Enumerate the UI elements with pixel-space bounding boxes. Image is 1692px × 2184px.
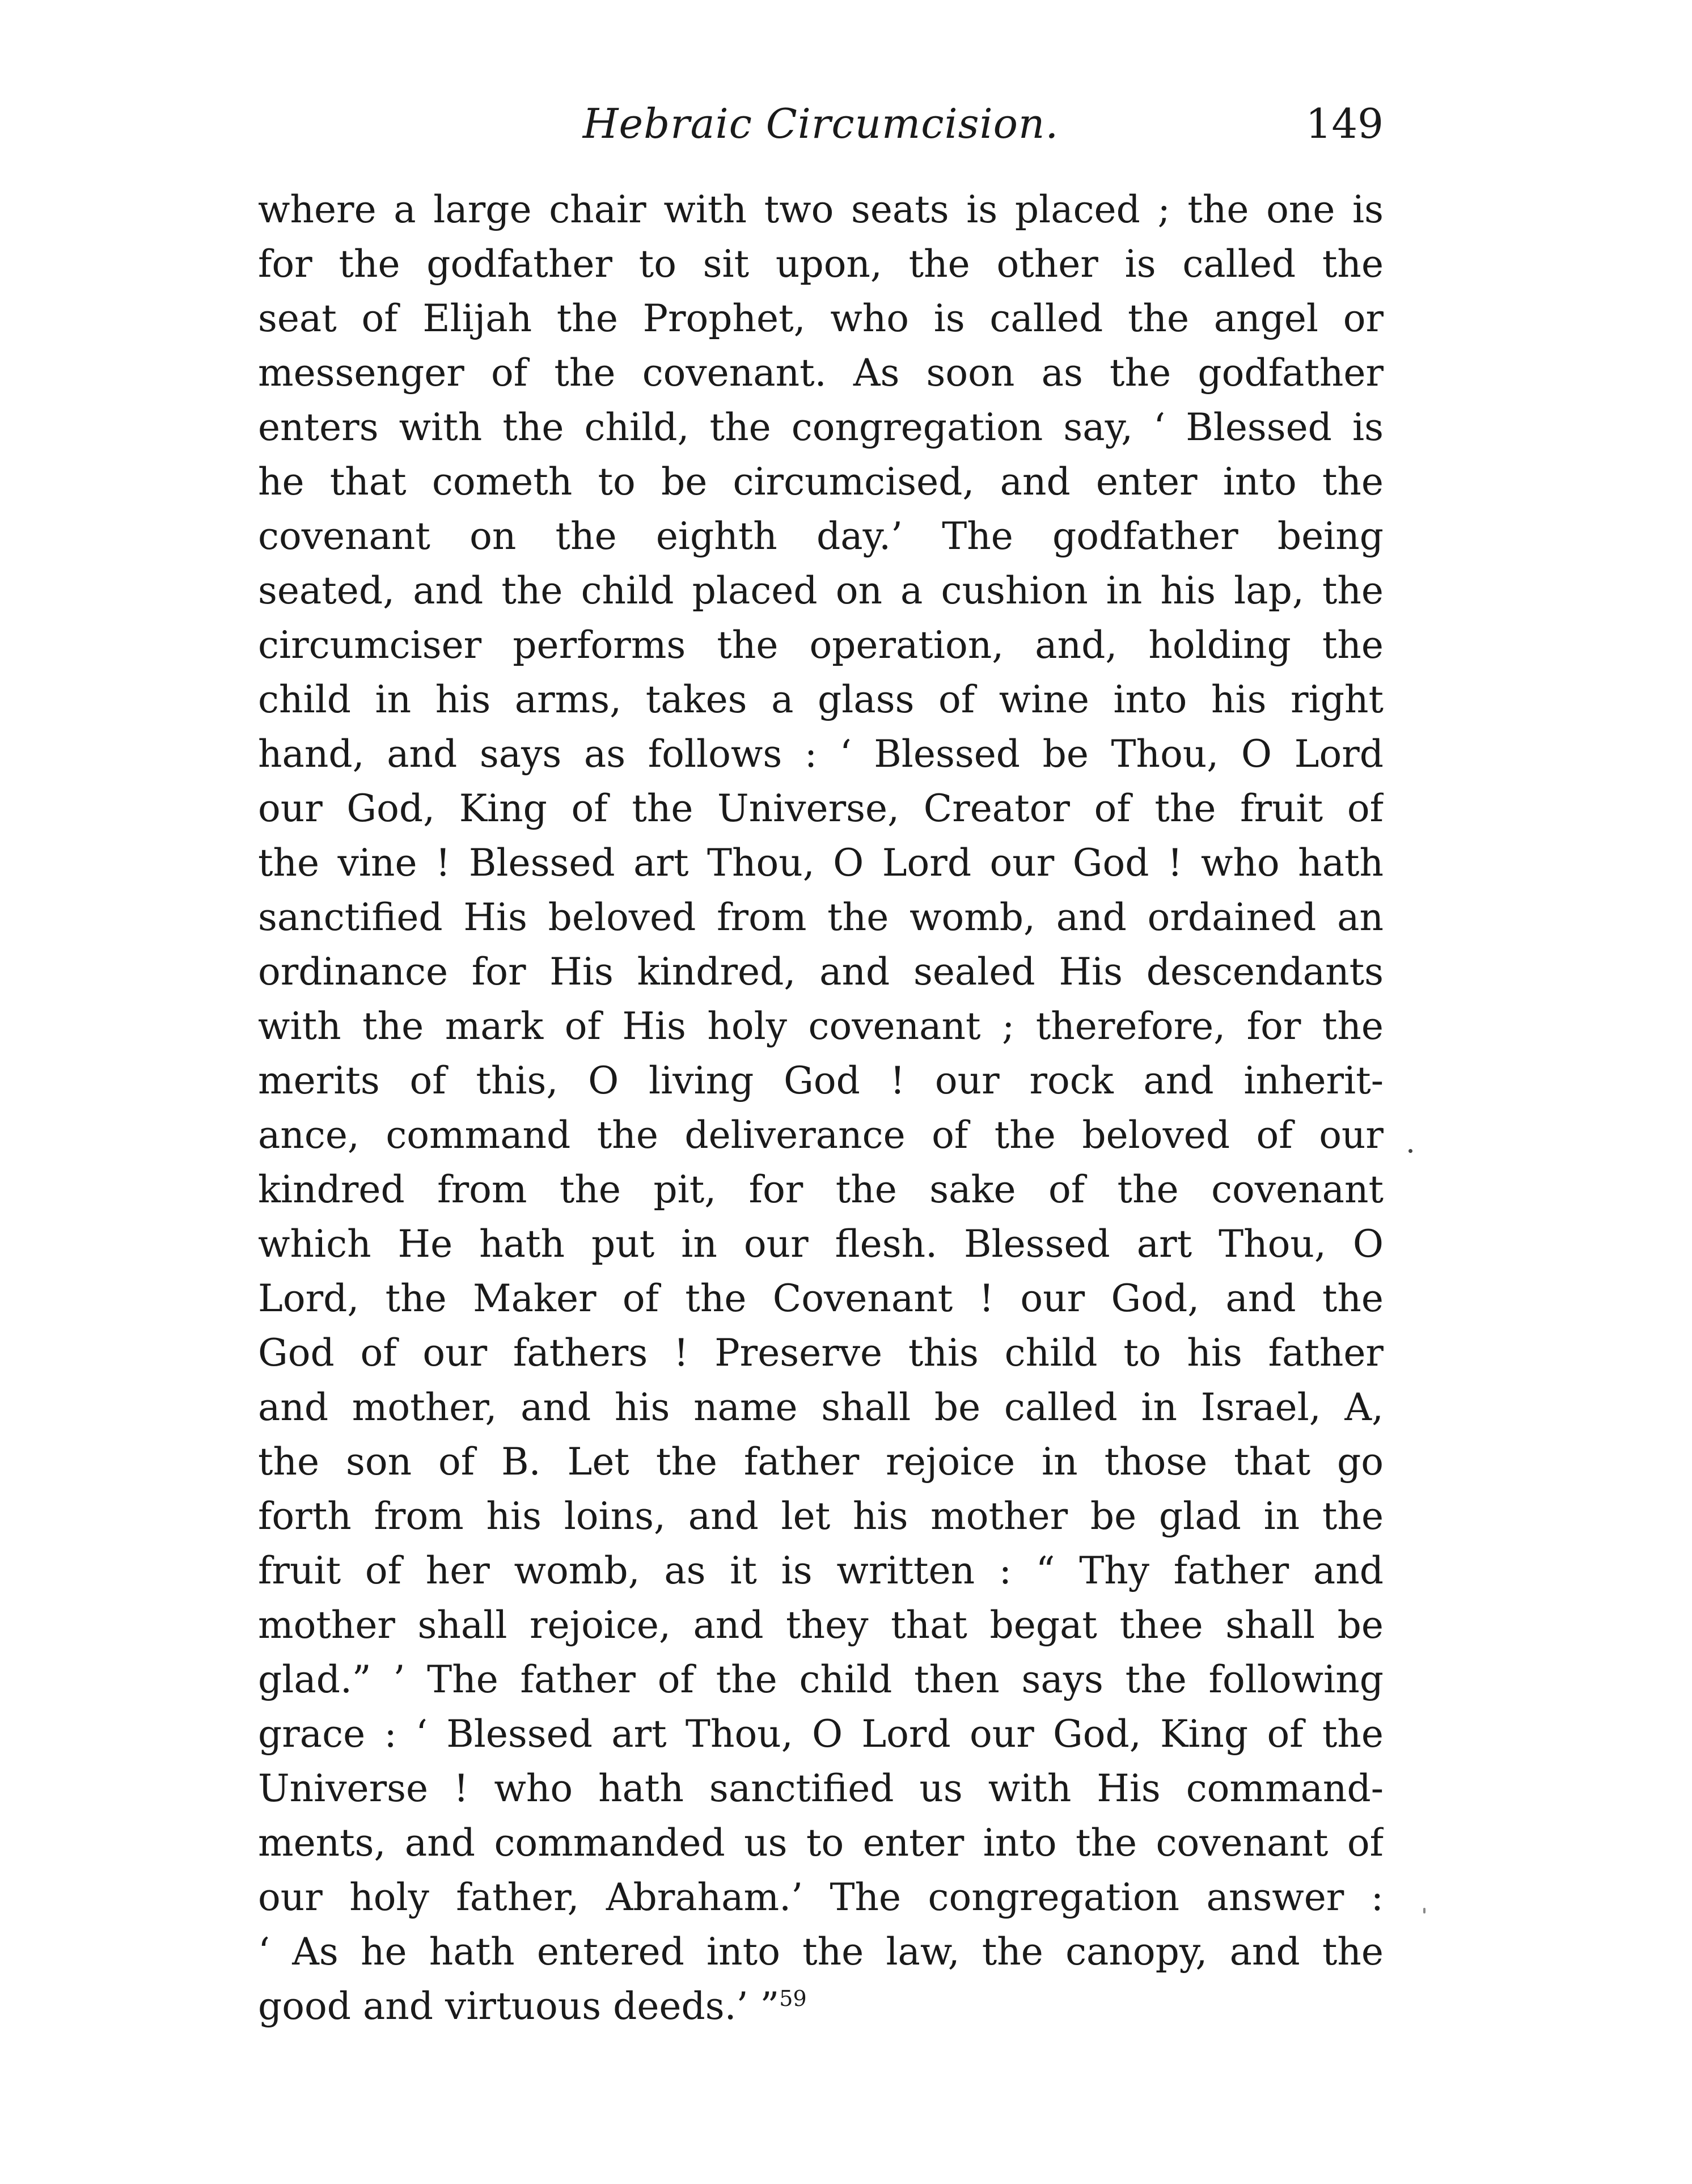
text-line: our God, King of the Universe, Creator of the fruit of bbox=[258, 787, 1384, 830]
text-line: merits of this, O living God ! our rock and inherit- bbox=[258, 1059, 1384, 1102]
text-line: Universe ! who hath sanctified us with His command- bbox=[258, 1767, 1384, 1810]
text-line-final bbox=[258, 1979, 1384, 2034]
text-line: which He hath put in our flesh. Blessed art Thou, O bbox=[258, 1222, 1384, 1266]
final-line-text: good and virtuous deeds.’ ” bbox=[258, 1984, 780, 2028]
body-text bbox=[258, 183, 1384, 2034]
text-line: enters with the child, the congregation say, ‘ Blessed is bbox=[258, 405, 1384, 449]
text-line: the son of B. Let the father rejoice in those that go bbox=[258, 1440, 1384, 1484]
text-line: God of our fathers ! Preserve this child to his father bbox=[258, 1331, 1384, 1375]
text-line: forth from his loins, and let his mother be glad in the bbox=[258, 1494, 1384, 1538]
text-line: grace : ‘ Blessed art Thou, O Lord our God, King of the bbox=[258, 1712, 1384, 1756]
text-line: where a large chair with two seats is placed ; the one is bbox=[258, 188, 1384, 231]
text-line: messenger of the covenant. As soon as the godfather bbox=[258, 351, 1384, 395]
text-line: covenant on the eighth day.’ The godfather being bbox=[258, 514, 1384, 558]
text-line: ‘ As he hath entered into the law, the canopy, and the bbox=[258, 1930, 1384, 1974]
text-line: ments, and commanded us to enter into the covenant of bbox=[258, 1821, 1384, 1865]
text-line: glad.” ’ The father of the child then says the following bbox=[258, 1658, 1384, 1701]
text-line: sanctified His beloved from the womb, and ordained an bbox=[258, 895, 1384, 939]
text-line: our holy father, Abraham.’ The congregation answer : bbox=[258, 1875, 1384, 1919]
text-line: seated, and the child placed on a cushion in his lap, the bbox=[258, 569, 1384, 612]
margin-speck bbox=[1408, 1149, 1412, 1153]
text-line: child in his arms, takes a glass of wine into his right bbox=[258, 678, 1384, 721]
text-line: circumciser performs the operation, and, holding the bbox=[258, 623, 1384, 667]
text-line: for the godfather to sit upon, the other is called the bbox=[258, 242, 1384, 286]
text-line: seat of Elijah the Prophet, who is called the angel or bbox=[258, 297, 1384, 340]
text-line: kindred from the pit, for the sake of the covenant bbox=[258, 1168, 1384, 1211]
text-line: hand, and says as follows : ‘ Blessed be Thou, O Lord bbox=[258, 732, 1384, 776]
text-line: Lord, the Maker of the Covenant ! our God, and the bbox=[258, 1277, 1384, 1320]
page-header bbox=[258, 95, 1384, 152]
page-number: 149 bbox=[1305, 100, 1384, 147]
text-line: with the mark of His holy covenant ; therefore, for the bbox=[258, 1004, 1384, 1048]
footnote-marker: 59 bbox=[779, 1986, 807, 2011]
text-line: ordinance for His kindred, and sealed His descendants bbox=[258, 950, 1384, 994]
text-line: he that cometh to be circumcised, and enter into the bbox=[258, 460, 1384, 504]
text-line: and mother, and his name shall be called in Israel, A, bbox=[258, 1385, 1384, 1429]
text-line: fruit of her womb, as it is written : “ Thy father and bbox=[258, 1549, 1384, 1592]
text-line: the vine ! Blessed art Thou, O Lord our God ! who hath bbox=[258, 841, 1384, 885]
running-title: Hebraic Circumcision. bbox=[582, 100, 1059, 147]
text-line: ance, command the deliverance of the beloved of our bbox=[258, 1113, 1384, 1157]
margin-speck bbox=[1423, 1908, 1425, 1913]
text-line: mother shall rejoice, and they that begat thee shall be bbox=[258, 1603, 1384, 1647]
